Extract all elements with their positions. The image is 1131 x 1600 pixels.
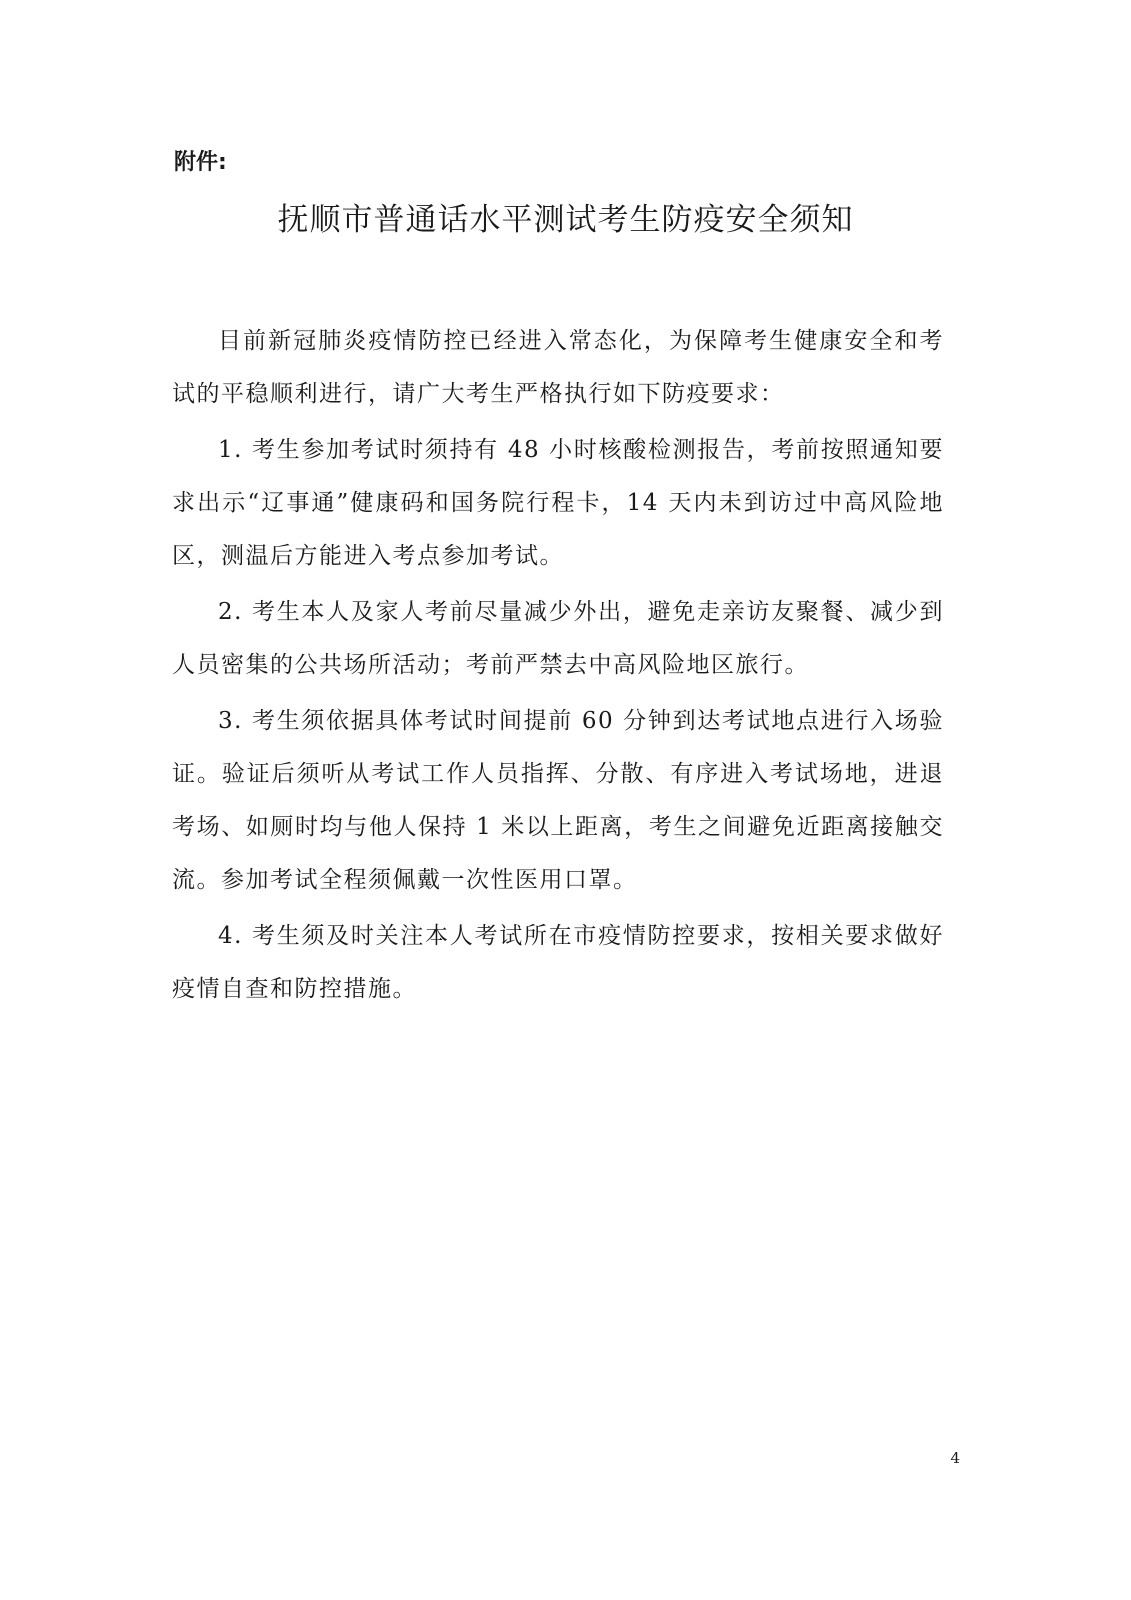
requirement-paragraph-1: 1. 考生参加考试时须持有 48 小时核酸检测报告，考前按照通知要求出示“辽事通”健康码和国务院行程卡，14 天内未到访过中高风险地区，测温后方能进入考点参加考试。 [172, 437, 944, 569]
requirement-paragraph-3: 3. 考生须依据具体考试时间提前 60 分钟到达考试地点进行入场验证。验证后须听从考试工作人员指挥、分散、有序进入考试场地，进退考场、如厕时均与他人保持 1 米以上距离，考生之间避免近距离接触交流。参加考试全程须佩戴一次性医用口罩。 [172, 708, 944, 893]
document-body [172, 315, 944, 1019]
document-title: 抚顺市普通话水平测试考生防疫安全须知 [277, 202, 854, 238]
page-number: 4 [950, 1449, 960, 1467]
requirement-paragraph-2: 2. 考生本人及家人考前尽量减少外出，避免走亲访友聚餐、减少到人员密集的公共场所活动；考前严禁去中高风险地区旅行。 [172, 599, 944, 678]
requirement-paragraph-4: 4. 考生须及时关注本人考试所在市疫情防控要求，按相关要求做好疫情自查和防控措施。 [172, 923, 944, 1002]
intro-paragraph: 目前新冠肺炎疫情防控已经进入常态化，为保障考生健康安全和考试的平稳顺利进行，请广大考生严格执行如下防疫要求： [172, 328, 944, 407]
attachment-label: 附件: [174, 150, 227, 175]
